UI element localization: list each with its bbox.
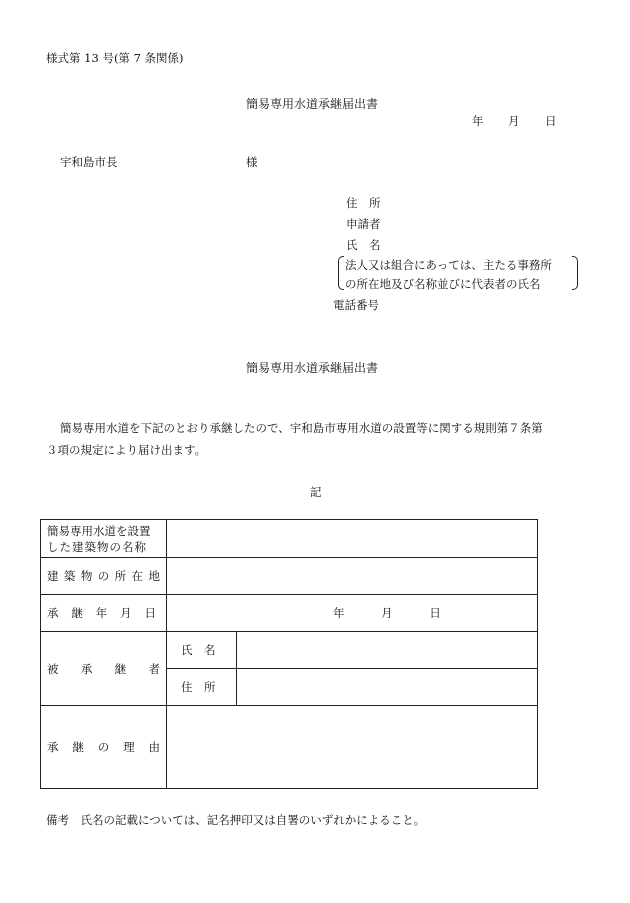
page-title: 簡易専用水道承継届出書 xyxy=(246,97,379,111)
left-bracket xyxy=(338,256,344,290)
succession-table xyxy=(40,519,538,789)
building-location-text: 建 築 物 の 所 在 地 xyxy=(47,569,160,583)
building-name-label xyxy=(41,520,167,558)
body-line-1: 簡易専用水道を下記のとおり承継したので、宇和島市専用水道の設置等に関する規則第７条第 xyxy=(60,421,543,435)
corporate-note-line2: の所在地及び名称並びに代表者の氏名 xyxy=(345,277,541,291)
addressee-name: 宇和島市長 xyxy=(60,155,118,169)
corporate-note-line1: 法人又は組合にあっては、主たる事務所 xyxy=(345,258,552,272)
reason-value[interactable] xyxy=(167,706,538,789)
building-location-label xyxy=(41,558,167,595)
building-name-label-line2: した建築物の名称 xyxy=(47,539,147,554)
address-label: 住 所 xyxy=(346,196,381,210)
predecessor-text: 被 承 継 者 xyxy=(47,661,160,676)
applicant-label: 申請者 xyxy=(346,217,381,231)
predecessor-label xyxy=(41,632,167,706)
addressee-honorific: 様 xyxy=(246,155,258,169)
predecessor-name-label: 氏 名 xyxy=(167,632,237,669)
building-name-label-line1: 簡易専用水道を設置 xyxy=(47,523,151,538)
reason-label xyxy=(41,706,167,789)
body-line-2: ３項の規定により届け出ます。 xyxy=(46,443,207,457)
succession-year-label: 年 xyxy=(333,606,345,620)
succession-date-value[interactable] xyxy=(167,595,538,632)
succession-date-text: 承 継 年 月 日 xyxy=(47,606,156,620)
name-label: 氏 名 xyxy=(346,238,381,252)
predecessor-name-value[interactable] xyxy=(237,632,538,669)
phone-label: 電話番号 xyxy=(333,298,379,312)
ki-label: 記 xyxy=(310,485,322,499)
date-year-label: 年 xyxy=(472,114,484,128)
right-bracket xyxy=(572,256,578,290)
predecessor-address-label: 住 所 xyxy=(167,669,237,706)
succession-month-label: 月 xyxy=(381,606,393,620)
form-number: 様式第 13 号(第 7 条関係) xyxy=(46,51,184,65)
succession-date-label xyxy=(41,595,167,632)
building-name-value[interactable] xyxy=(167,520,538,558)
date-day-label: 日 xyxy=(545,114,557,128)
date-month-label: 月 xyxy=(508,114,520,128)
subtitle: 簡易専用水道承継届出書 xyxy=(246,361,379,375)
building-location-value[interactable] xyxy=(167,558,538,595)
succession-day-label: 日 xyxy=(429,606,441,620)
remarks: 備考 氏名の記載については、記名押印又は自署のいずれかによること。 xyxy=(46,813,426,827)
predecessor-address-value[interactable] xyxy=(237,669,538,706)
reason-text: 承 継 の 理 由 xyxy=(47,740,160,754)
